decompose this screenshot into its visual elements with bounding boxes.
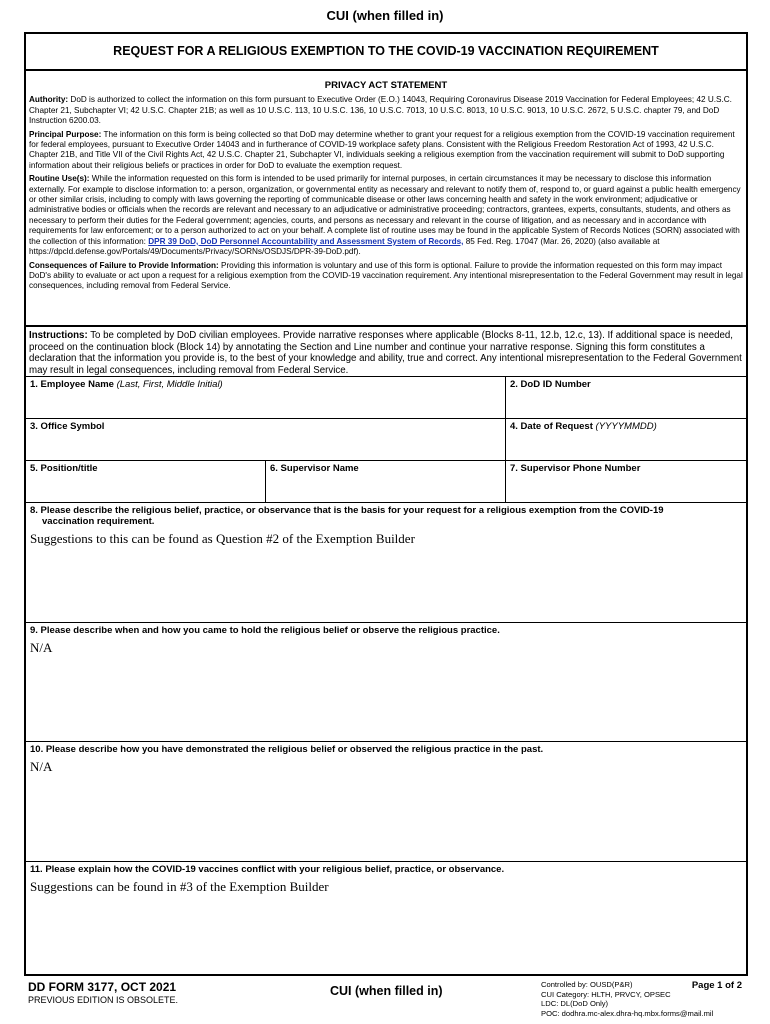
date-of-request-field[interactable] xyxy=(506,419,746,460)
row-2 xyxy=(26,419,746,461)
cui-footer: CUI (when filled in) xyxy=(330,984,443,998)
privacy-act-statement xyxy=(26,71,746,327)
date-of-request-label: 4. Date of Request xyxy=(510,421,593,432)
position-title-label: 5. Position/title xyxy=(30,463,98,474)
dod-id-label: 2. DoD ID Number xyxy=(510,379,591,390)
answer-10[interactable]: N/A xyxy=(30,759,53,774)
consequences-text: Providing this information is voluntary and use of this form is optional. Failure to provide the information requested on this form may impact DoD's ability to evaluate or act upon a request for a religious exemption from the COVID-19 vaccination requirement. Any intentional misrepresentation to the Federal Government may result in legal consequences, including removal from Federal Service. xyxy=(29,260,743,291)
privacy-heading: PRIVACY ACT STATEMENT xyxy=(324,80,448,91)
instructions-text: To be completed by DoD civilian employees. Provide narrative responses where applicable (Blocks 8-11, 12.b, 12.c, 13). If additional space is needed, proceed on the continuation block (Block 14) by annotating the Section and Line number and continue your narrative response. Signing this form constitutes a declaration that the information you provide is, to the best of your knowledge and ability, true and correct. Any intentional misrepresentation to the Federal Government may result in legal consequences, including removal from Federal Service. xyxy=(29,330,742,376)
purpose-label: Principal Purpose: xyxy=(29,129,102,139)
row-1 xyxy=(26,377,746,419)
employee-name-label: 1. Employee Name xyxy=(30,379,114,390)
office-symbol-label: 3. Office Symbol xyxy=(30,421,105,432)
instructions xyxy=(26,327,746,377)
supervisor-name-label: 6. Supervisor Name xyxy=(270,463,359,474)
question-11: 11. Please explain how the COVID-19 vaccines conflict with your religious belief, practice, or observance. xyxy=(30,864,505,875)
supervisor-name-field[interactable] xyxy=(266,461,506,502)
controlled-by: Controlled by: OUSD(P&R) xyxy=(541,980,633,989)
form-title: REQUEST FOR A RELIGIOUS EXEMPTION TO THE COVID-19 VACCINATION REQUIREMENT xyxy=(26,34,746,71)
position-title-field[interactable] xyxy=(26,461,266,502)
block-11 xyxy=(26,862,746,979)
row-3 xyxy=(26,461,746,503)
purpose-paragraph xyxy=(29,130,743,172)
footer xyxy=(0,980,770,1024)
form-body xyxy=(24,32,748,976)
cui-category: CUI Category: HLTH, PRVCY, OPSEC xyxy=(541,989,671,999)
employee-name-hint: (Last, First, Middle Initial) xyxy=(116,379,223,390)
authority-paragraph xyxy=(29,95,743,126)
question-8-line-1: 8. Please describe the religious belief, practice, or observance that is the basis for your request for a religious exemption from the COVID-19 xyxy=(30,505,664,516)
authority-label: Authority: xyxy=(29,95,69,105)
supervisor-phone-label: 7. Supervisor Phone Number xyxy=(510,463,641,474)
supervisor-phone-field[interactable] xyxy=(506,461,746,502)
form-id: DD FORM 3177, OCT 2021 xyxy=(28,980,177,994)
routine-text: While the information requested on this form is intended to be used primarily for internal purposes, in certain circumstances it may be necessary to disclose this information externally. For example to disclose information to: a person, organization, or governmental entity as necessary and relevant to notify them of, respond to, or guard against a public health emergency or other similar crisis, including to comply with laws governing the reporting of communicable disease or other laws concerning health and safety in the work environment; adjudicative or administrative bodies or officials when the records are relevant and necessary to an adjudicative or administrative proceeding; contractors, grantees, experts, consultants, students, and others as necessary to perform their duties for the Federal government; agencies, courts, and persons as necessary and relevant in the course of litigation, and as necessary and in accordance with requirements for law enforcement; or to a person authorized to act on your behalf. A complete list of routine uses may be found in the applicable System of Records Notices (SORN) associated with the collection of this information: xyxy=(29,174,741,246)
sorn-link[interactable]: DPR 39 DoD, DoD Personnel Accountability and Assessment System of Records, xyxy=(148,236,464,246)
block-10 xyxy=(26,742,746,862)
authority-text: DoD is authorized to collect the information on this form pursuant to Executive Order (E.O.) 14043, Requiring Coronavirus Disease 2019 Vaccination for Federal Employees; 42 U.S.C. Chapter 21, Subchapter VI; 42 U.S.C. Chapter 21B; as well as 10 U.S.C. 113, 10 U.S.C. 136, 10 U.S.C. 7013, 10 U.S.C. 8013, 10 U.S.C. 9013, 10 U.S.C. 2672, 5 U.S.C. chapter 79, and DoD Instruction 6200.03. xyxy=(29,95,732,126)
employee-name-field[interactable] xyxy=(26,377,506,418)
question-8-line-2: vaccination requirement. xyxy=(42,516,155,527)
office-symbol-field[interactable] xyxy=(26,419,506,460)
question-9: 9. Please describe when and how you came to hold the religious belief or observe the religious practice. xyxy=(30,625,500,636)
answer-8[interactable]: Suggestions to this can be found as Question #2 of the Exemption Builder xyxy=(30,531,415,546)
block-8 xyxy=(26,503,746,623)
cui-header: CUI (when filled in) xyxy=(326,8,444,23)
block-9 xyxy=(26,623,746,742)
answer-11[interactable]: Suggestions can be found in #3 of the Exemption Builder xyxy=(30,879,329,894)
ldc: LDC: DL(DoD Only) xyxy=(541,999,609,1009)
page-number: Page 1 of 2 xyxy=(691,980,742,991)
question-8 xyxy=(30,505,742,527)
routine-use-paragraph xyxy=(29,174,743,257)
date-of-request-hint: (YYYYMMDD) xyxy=(595,421,657,432)
instructions-label: Instructions: xyxy=(29,330,88,341)
question-10: 10. Please describe how you have demonstrated the religious belief or observed the religious practice in the past. xyxy=(30,744,544,755)
sorn-tail: 85 Fed. Reg. 17047 (Mar. 26, 2020) (also available at https://dpcld.defense.gov/Portals/49/Documents/Privacy/SORNs/OSDJS/DPR-39-DoD.pdf). xyxy=(29,236,660,257)
previous-edition-note: PREVIOUS EDITION IS OBSOLETE. xyxy=(28,995,179,1005)
dod-id-field[interactable] xyxy=(506,377,746,418)
consequences-paragraph xyxy=(29,261,743,292)
answer-9[interactable]: N/A xyxy=(30,640,53,655)
consequences-label: Consequences of Failure to Provide Information: xyxy=(29,260,219,270)
purpose-text: The information on this form is being collected so that DoD may determine whether to grant your request for a religious exemption from the COVID-19 vaccination requirement for federal employees, pursuant to Executive Order 14043 and in furtherance of COVID-19 workplace safety plans. Consistent with the Religious Freedom Restoration Act of 1993, 42 U.S.C. Chapter 21B, and Title VII of the Civil Rights Act, 42 U.S.C. Chapter 21, Subchapter VI, individuals seeking a religious exemption from the vaccination requirement will submit to DoD supporting information about their religious beliefs or practices in order for DoD to evaluate the exemption request. xyxy=(29,129,735,170)
routine-label: Routine Use(s): xyxy=(29,174,90,184)
poc: POC: dodhra.mc-alex.dhra-hq.mbx.forms@mail.mil xyxy=(541,1008,714,1018)
